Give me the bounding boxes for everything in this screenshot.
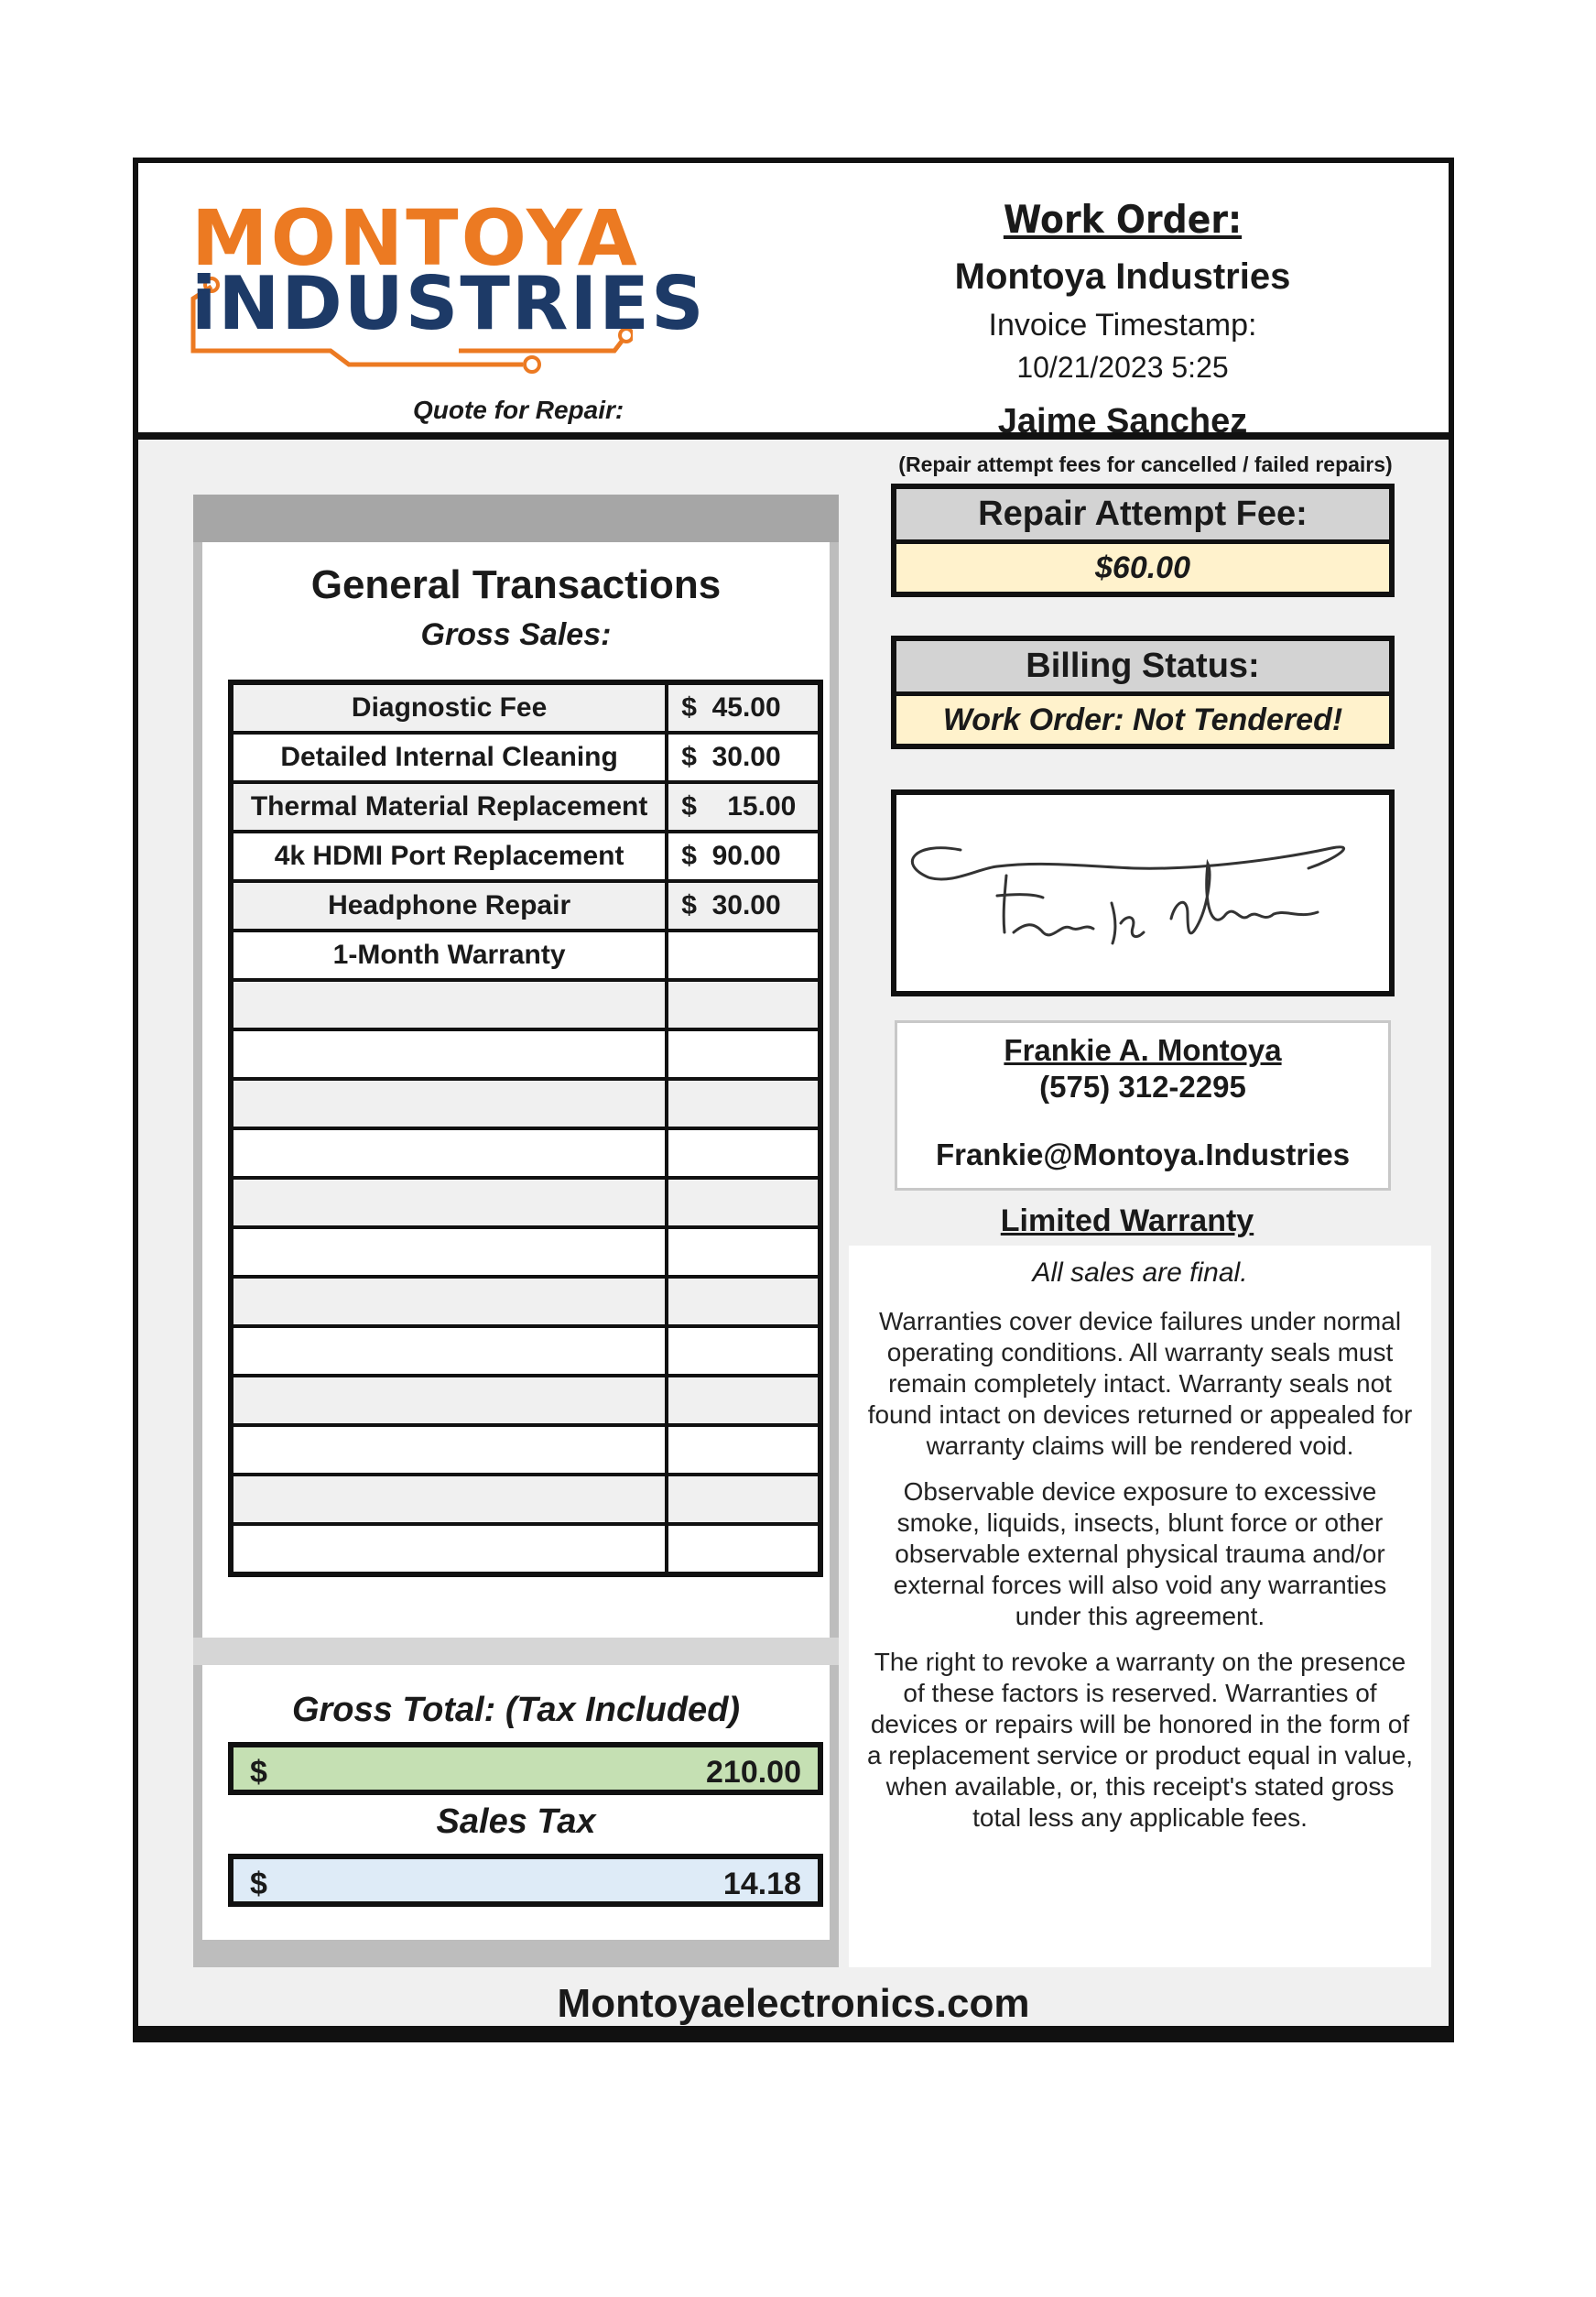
timestamp-label: Invoice Timestamp:: [988, 308, 1257, 343]
line-item-description: [231, 980, 667, 1029]
table-row: [231, 832, 820, 881]
contact-name: Frankie A. Montoya: [1004, 1033, 1282, 1067]
table-row: [231, 1128, 820, 1178]
line-item-amount: $ 15.00: [667, 782, 820, 832]
bottom-border: [138, 2026, 1449, 2037]
warranty-paragraph: Observable device exposure to excessive smoke, liquids, insects, blunt force or other observable external physical trauma and/or external forces will also void any warranties under this agreement.: [893, 1477, 1387, 1630]
line-item-description: 1-Month Warranty: [231, 931, 667, 980]
repair-attempt-fee-box: [891, 484, 1395, 597]
table-row: [231, 881, 820, 931]
line-item-amount: [667, 1277, 820, 1326]
line-item-description: [231, 1425, 667, 1475]
line-item-amount: [667, 931, 820, 980]
line-item-amount: [667, 1029, 820, 1079]
billing-status-label: Billing Status:: [896, 641, 1389, 696]
logo-wordmark-top: MONTOYA: [191, 193, 640, 283]
line-item-amount: [667, 1227, 820, 1277]
line-item-description: [231, 1079, 667, 1128]
company-name: Montoya Industries: [954, 256, 1291, 297]
gross-total-label: Gross Total: (Tax Included): [291, 1691, 741, 1729]
sales-tax-value: 14.18: [722, 1867, 801, 1901]
line-item-amount: [667, 1079, 820, 1128]
timestamp-value: 10/21/2023 5:25: [1016, 351, 1229, 384]
billing-status-box: [891, 636, 1395, 749]
company-logo: [175, 191, 706, 365]
sales-tax-label: Sales Tax: [436, 1802, 596, 1841]
table-row: [231, 1425, 820, 1475]
contact-email: Frankie@Montoya.Industries: [935, 1138, 1351, 1171]
work-order-document: [133, 158, 1454, 2042]
table-row: [231, 1326, 820, 1376]
line-item-description: [231, 1178, 667, 1227]
transactions-title: General Transactions: [310, 562, 722, 607]
warranty-section: [849, 1246, 1431, 1967]
line-item-amount: [667, 980, 820, 1029]
line-item-amount: [667, 1376, 820, 1425]
work-order-info: [917, 191, 1329, 449]
table-row: [231, 1475, 820, 1524]
transactions-table: [228, 680, 823, 1577]
website-url[interactable]: Montoyaelectronics.com: [557, 1981, 1030, 2026]
repair-fee-label: Repair Attempt Fee:: [896, 489, 1389, 544]
line-item-description: [231, 1326, 667, 1376]
line-item-description: [231, 1376, 667, 1425]
gross-total-value: 210.00: [706, 1755, 801, 1790]
work-order-label: Work Order:: [1003, 197, 1243, 242]
table-row: [231, 931, 820, 980]
line-item-description: Headphone Repair: [231, 881, 667, 931]
line-item-amount: [667, 1326, 820, 1376]
contact-card: [895, 1020, 1391, 1191]
line-item-amount: [667, 1425, 820, 1475]
contact-phone: (575) 312-2295: [1039, 1070, 1246, 1104]
gross-total-box: [228, 1742, 823, 1795]
table-row: [231, 1277, 820, 1326]
line-item-description: [231, 1475, 667, 1524]
line-item-amount: $ 90.00: [667, 832, 820, 881]
currency-symbol: $: [250, 1867, 267, 1901]
table-row: [231, 980, 820, 1029]
client-name: Jaime Sanchez: [997, 402, 1248, 441]
signature-image: [896, 795, 1389, 991]
repair-fee-value: $60.00: [896, 544, 1389, 592]
table-row: [231, 1029, 820, 1079]
line-item-amount: [667, 1475, 820, 1524]
line-item-description: [231, 1227, 667, 1277]
line-item-amount: $ 30.00: [667, 881, 820, 931]
table-row: [231, 1079, 820, 1128]
totals-section: [202, 1665, 830, 1940]
line-item-amount: $ 45.00: [667, 682, 820, 733]
table-row: [231, 733, 820, 782]
line-item-description: Thermal Material Replacement: [231, 782, 667, 832]
table-row: [231, 682, 820, 733]
line-item-description: [231, 1277, 667, 1326]
line-item-description: Diagnostic Fee: [231, 682, 667, 733]
warranty-final-sale: All sales are final.: [1032, 1257, 1248, 1288]
line-item-description: [231, 1524, 667, 1574]
currency-symbol: $: [250, 1755, 267, 1790]
signature-box: [891, 789, 1395, 996]
line-item-amount: [667, 1178, 820, 1227]
line-item-description: [231, 1128, 667, 1178]
line-item-description: Detailed Internal Cleaning: [231, 733, 667, 782]
line-item-description: [231, 1029, 667, 1079]
table-row: [231, 782, 820, 832]
gross-sales-label: Gross Sales:: [420, 617, 612, 652]
panel-divider: [193, 1638, 839, 1665]
line-item-description: 4k HDMI Port Replacement: [231, 832, 667, 881]
line-item-amount: [667, 1524, 820, 1574]
transactions-section: [202, 542, 830, 1638]
panel-top-strip: [193, 495, 839, 542]
table-row: [231, 1376, 820, 1425]
line-item-amount: [667, 1128, 820, 1178]
document-header: [138, 163, 1449, 440]
warranty-title: Limited Warranty: [1000, 1203, 1254, 1238]
table-row: [231, 1227, 820, 1277]
table-row: [231, 1178, 820, 1227]
line-item-amount: $ 30.00: [667, 733, 820, 782]
quote-label: Quote for Repair:: [413, 396, 624, 424]
warranty-paragraph: The right to revoke a warranty on the presence of these factors is reserved. Warranties of devices or repairs will be honored in the form of a replacement service or product equal in value, when available, or, this receipt's stated gross total less any applicable fees.: [866, 1648, 1414, 1832]
warranty-paragraph: Warranties cover device failures under normal operating conditions. All warranty seals must remain completely intact. Warranty seals not found intact on devices returned or appealed for warranty claims will be rendered void.: [867, 1307, 1413, 1460]
repair-fee-note: (Repair attempt fees for cancelled / failed repairs): [898, 452, 1393, 476]
logo-wordmark-bottom: iNDUSTRIES: [191, 261, 706, 346]
billing-status-value: Work Order: Not Tendered!: [896, 696, 1389, 744]
table-row: [231, 1524, 820, 1574]
transactions-panel: [193, 495, 839, 1967]
sales-tax-box: [228, 1854, 823, 1907]
